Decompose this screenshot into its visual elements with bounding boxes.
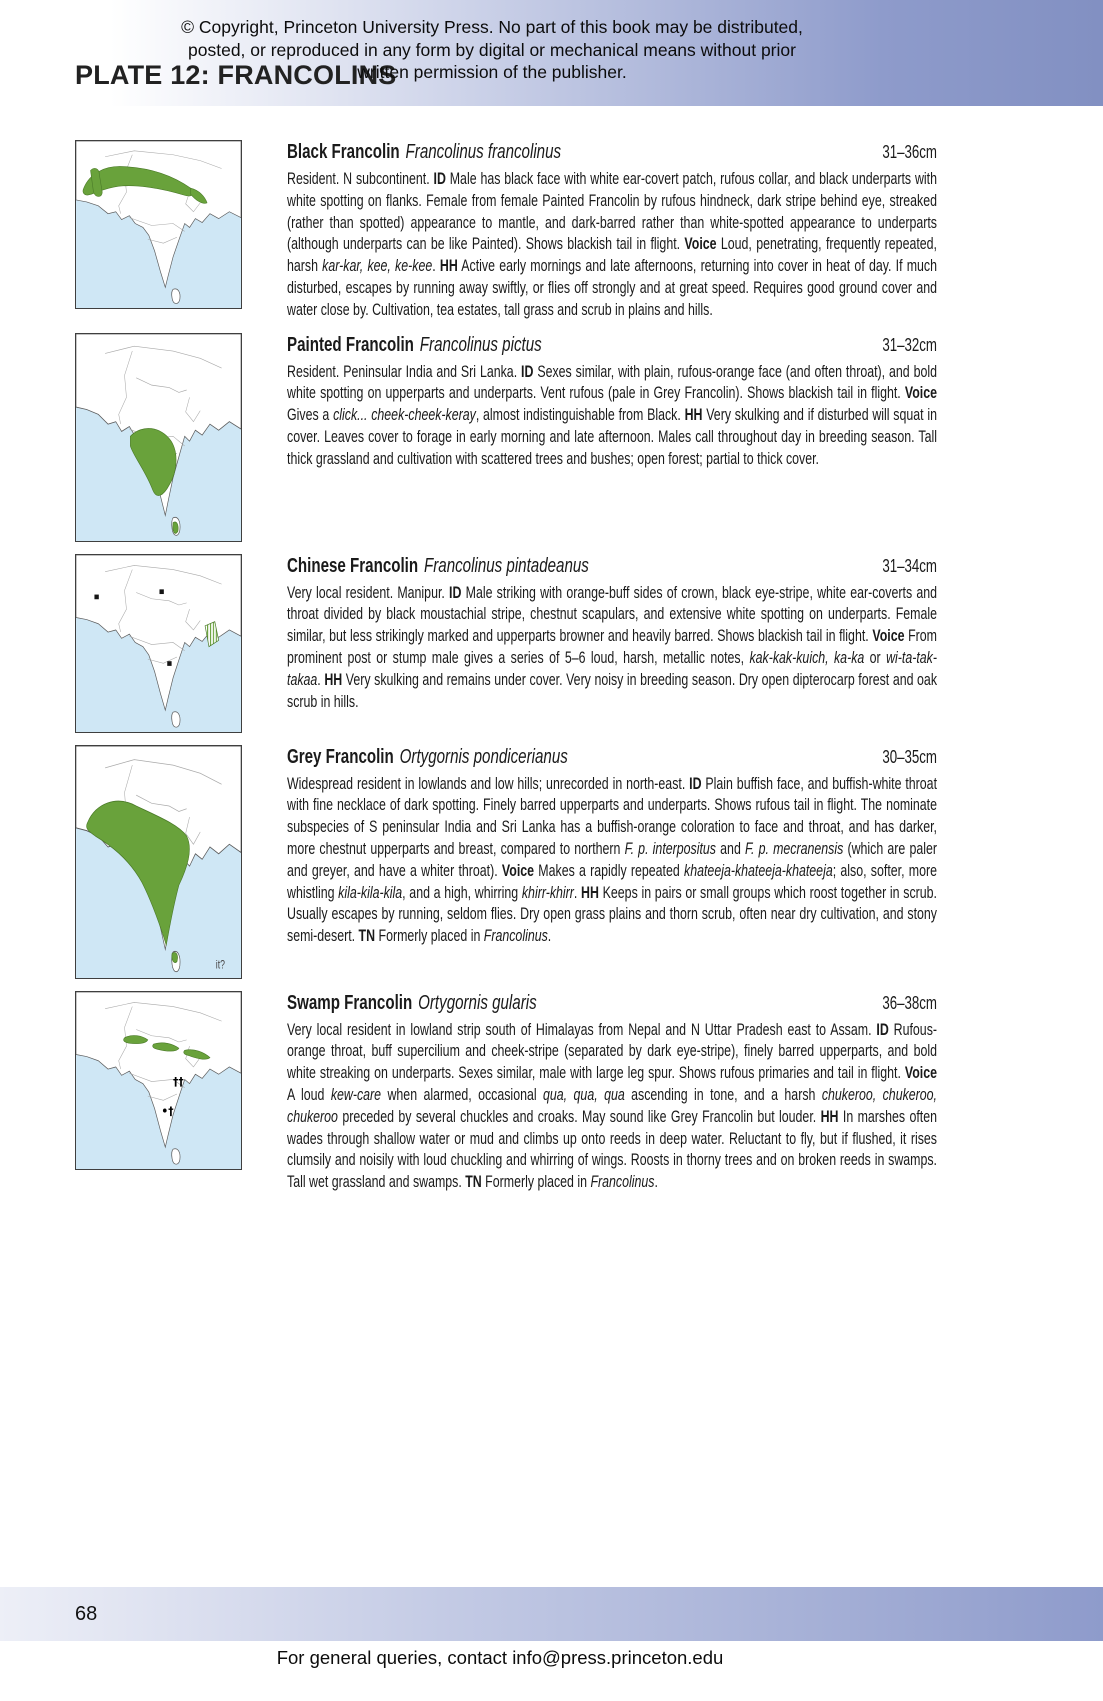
map-column — [75, 991, 242, 1193]
distribution-map-chinese-francolin — [75, 554, 242, 733]
species-text — [287, 140, 1103, 321]
footer-band — [0, 1587, 1103, 1641]
species-account-text: Resident. N subcontinent. ID Male has black face with white ear-covert patch, rufous collar, and black underparts with white spotting on flanks. Female from female Painted Francolin by rufous hindneck, dark stripe behind eye, streaked (rather than spotted) appearance to mantle, and dark-barred rather than white-spotted appearance to underparts (although underparts can be like Painted). Shows blackish tail in flight. Voice Loud, penetrating, frequently repeated, harsh kar-kar, kee, ke-kee. HH Active early mornings and late afternoons, returning into cover in heat of day. If much disturbed, escapes by running away swiftly, or flies off strongly and at great speed. Requires good ground cover and water close by. Cultivation, tea estates, tall grass and scrub in plains and hills. — [287, 169, 938, 319]
map-extirpated-mark: †† — [173, 1074, 184, 1089]
species-account-text: Widespread resident in lowlands and low hills; unrecorded in north-east. ID Plain buffish face, and buffish-white throat with fine necklace of dark spotting. Finely barred upperparts and underparts. Shows rufous tail in flight. The nominate subspecies of S peninsular India and Sri Lanka has a buffish-orange coloration to face and throat, and has darker, more chestnut upperparts and breast, compared to northern F. p. interpositus and F. p. mecranensis (which are paler and greyer, and have a whiter throat). Voice Makes a rapidly repeated khateeja-khateeja-khateeja; also, softer, more whistling kila-kila-kila, and a high, whirring khirr-khirr. HH Keeps in pairs or small groups which roost together in scrub. Usually escapes by running, seldom flies. Dry open grass plains and thorn scrub, often near dry cultivation, and stony semi-desert. TN Formerly placed in Francolinus. — [287, 773, 938, 946]
distribution-map-painted-francolin — [75, 333, 242, 542]
map-sri-lanka — [172, 289, 180, 304]
footer-contact-line: For general queries, contact info@press.princeton.edu — [276, 1647, 724, 1668]
distribution-map-black-francolin — [75, 140, 242, 309]
species-scientific-name: Ortygornis pondicerianus — [399, 744, 568, 768]
plate-title: PLATE 12: FRANCOLINS — [75, 60, 397, 90]
species-entry — [75, 140, 938, 321]
species-size: 30–35cm — [882, 746, 938, 767]
species-heading — [287, 745, 937, 769]
species-common-name: Swamp Francolin — [287, 990, 413, 1014]
map-annotation: it? — [215, 957, 225, 972]
map-record-square — [167, 661, 171, 666]
species-size: 31–36cm — [882, 142, 938, 162]
species-heading — [287, 140, 937, 164]
species-text — [287, 333, 1103, 542]
species-scientific-name: Francolinus francolinus — [405, 140, 562, 163]
species-entry — [75, 990, 938, 1193]
map-sri-lanka — [172, 711, 180, 726]
species-entry — [75, 744, 938, 979]
species-text — [287, 745, 1103, 979]
species-heading — [287, 554, 937, 578]
map-extirpated-mark: •† — [161, 1104, 174, 1118]
species-accounts — [75, 140, 938, 1205]
species-scientific-name: Ortygornis gularis — [418, 990, 537, 1014]
map-column — [75, 333, 242, 542]
species-text — [287, 991, 1103, 1193]
species-account-text: Resident. Peninsular India and Sri Lanka. ID Sexes similar, with plain, rufous-orange face (and often throat), and bold white spotting on upperparts and underparts. Vent rufous (pale in Grey Francolin). Shows blackish tail in flight. Voice Gives a click... cheek-cheek-keray, almost indistinguishable from Black. HH Very skulking and if disturbed will squat in cover. Leaves cover to forage in early morning and late afternoon. Males call throughout day in breeding season. Tall thick grassland and cultivation with scattered trees and bushes; open forest; partial to thick cover. — [287, 361, 938, 468]
species-common-name: Painted Francolin — [287, 332, 414, 356]
species-common-name: Black Francolin — [287, 140, 400, 163]
page-number: 68 — [75, 1602, 98, 1625]
map-range — [172, 952, 178, 962]
map-range — [173, 522, 178, 533]
species-common-name: Grey Francolin — [287, 744, 394, 768]
species-entry — [75, 332, 938, 542]
species-entry — [75, 553, 938, 733]
species-text — [287, 554, 1103, 733]
species-heading — [287, 991, 937, 1015]
species-scientific-name: Francolinus pintadeanus — [424, 553, 589, 577]
distribution-map-swamp-francolin — [75, 991, 242, 1170]
map-sri-lanka — [172, 1148, 180, 1163]
map-column — [75, 140, 242, 321]
map-column — [75, 745, 242, 979]
species-scientific-name: Francolinus pictus — [419, 332, 542, 356]
species-size: 31–32cm — [882, 334, 938, 355]
species-account-text: Very local resident. Manipur. ID Male striking with orange-buff sides of crown, black eye-stripe, white ear-coverts and throat divided by black moustachial stripe, chestnut scapulars, and extensive white spotting on underparts. Female similar, but less strikingly marked and upperparts browner and heavily barred. Shows blackish tail in flight. Voice From prominent post or stump male gives a series of 5–6 loud, harsh, metallic notes, kak-kak-kuich, ka-ka or wi-ta-tak-takaa. HH Very skulking and remains under cover. Very noisy in breeding season. Dry open dipterocarp forest and oak scrub in hills. — [287, 582, 938, 711]
map-record-square — [159, 589, 163, 594]
species-heading — [287, 333, 937, 357]
species-account-text: Very local resident in lowland strip south of Himalayas from Nepal and N Uttar Pradesh east to Assam. ID Rufous-orange throat, buff supercilium and cheek-stripe (separated by dark eye-stripe), finely barred upperparts, and bold white streaking on underparts. Sexes similar, male with large leg spur. Shows rufous primaries and tail in flight. Voice A loud kew-care when alarmed, occasional qua, qua, qua ascending in tone, and a harsh chukeroo, chukeroo, chukeroo preceded by several chuckles and croaks. May sound like Grey Francolin but louder. HH In marshes often wades through shallow water or mud and climbs up onto reeds in deep water. Reluctant to fly, but if flushed, it rises clumsily and noisily with loud chuckling and whirring of wings. Roosts in thorny trees and on broken reeds in swamps. Tall wet grassland and swamps. TN Formerly placed in Francolinus. — [287, 1019, 938, 1192]
species-common-name: Chinese Francolin — [287, 553, 419, 577]
distribution-map-grey-francolin — [75, 745, 242, 979]
copyright-notice: © Copyright, Princeton University Press. No part of this book may be distributed, posted, or reproduced in any form by digital or mechanical means without prior written permission of the publisher. — [181, 17, 803, 82]
species-size: 36–38cm — [882, 992, 938, 1013]
map-record-square — [94, 594, 98, 599]
map-column — [75, 554, 242, 733]
species-size: 31–34cm — [882, 555, 938, 576]
